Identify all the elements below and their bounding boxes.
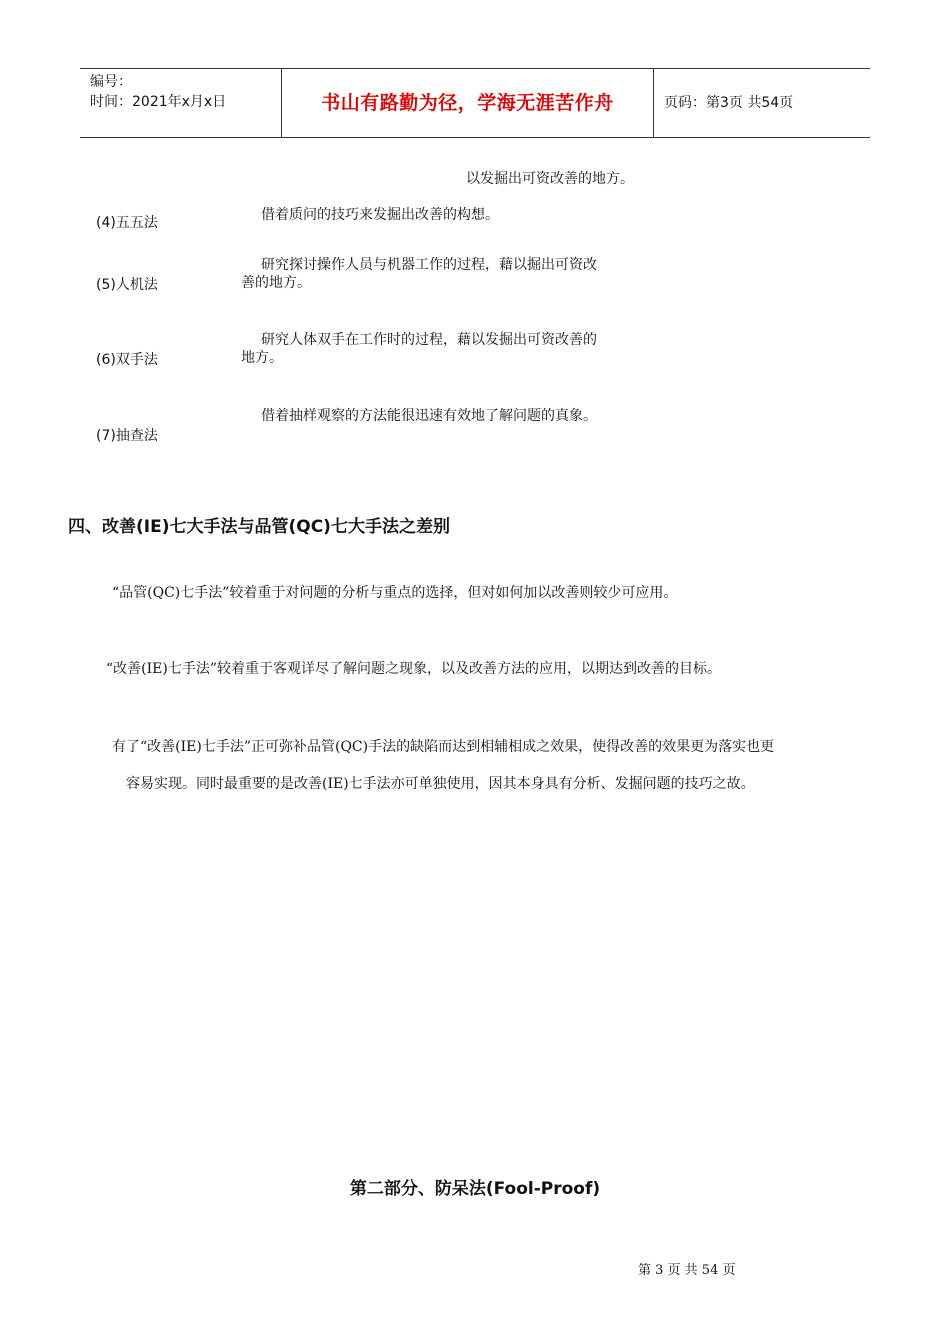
method-description: 借着质问的技巧来发掘出改善的构想。: [261, 207, 499, 223]
section-heading: 四、改善(IE)七大手法与品管(QC)七大手法之差别: [68, 517, 450, 537]
doc-date: 时间：2021年x月x日: [90, 94, 227, 110]
paragraph: “改善(IE)七手法”较着重于客观详尽了解问题之现象，以及改善方法的应用，以期达到改善的目标。: [106, 661, 721, 677]
paragraph: 有了“改善(IE)七手法”正可弥补品管(QC)手法的缺陷而达到相辅相成之效果，使得改善的效果更为落实也更: [112, 739, 775, 755]
header-meta: [80, 69, 281, 137]
header-page-info: 页码：第3页 共54页: [664, 95, 794, 111]
method-description: 研究人体双手在工作时的过程，藉以发掘出可资改善的: [261, 332, 597, 348]
method-description: 借着抽样观察的方法能很迅速有效地了解问题的真象。: [261, 408, 597, 424]
page-footer: 第 3 页 共 54 页: [638, 1263, 736, 1278]
continued-text: 以发掘出可资改善的地方。: [466, 171, 634, 187]
page-header: [80, 68, 870, 138]
doc-number-label: 编号：: [90, 74, 132, 90]
header-motto: 书山有路勤为径，学海无涯苦作舟: [281, 69, 654, 137]
method-description: 研究探讨操作人员与机器工作的过程，藉以掘出可资改: [261, 257, 597, 273]
paragraph: 容易实现。同时最重要的是改善(IE)七手法亦可单独使用，因其本身具有分析、发掘问题的技巧之故。: [126, 776, 755, 792]
part-heading: 第二部分、防呆法(Fool-Proof): [349, 1179, 601, 1199]
paragraph: “品管(QC)七手法”较着重于对问题的分析与重点的选择，但对如何加以改善则较少可应用。: [112, 585, 678, 601]
method-label: (6)双手法: [96, 352, 158, 368]
method-label: (7)抽查法: [96, 428, 158, 444]
method-label: (5)人机法: [96, 277, 158, 293]
method-description: 地方。: [241, 350, 283, 366]
method-label: (4)五五法: [96, 215, 158, 231]
method-description: 善的地方。: [241, 275, 311, 291]
